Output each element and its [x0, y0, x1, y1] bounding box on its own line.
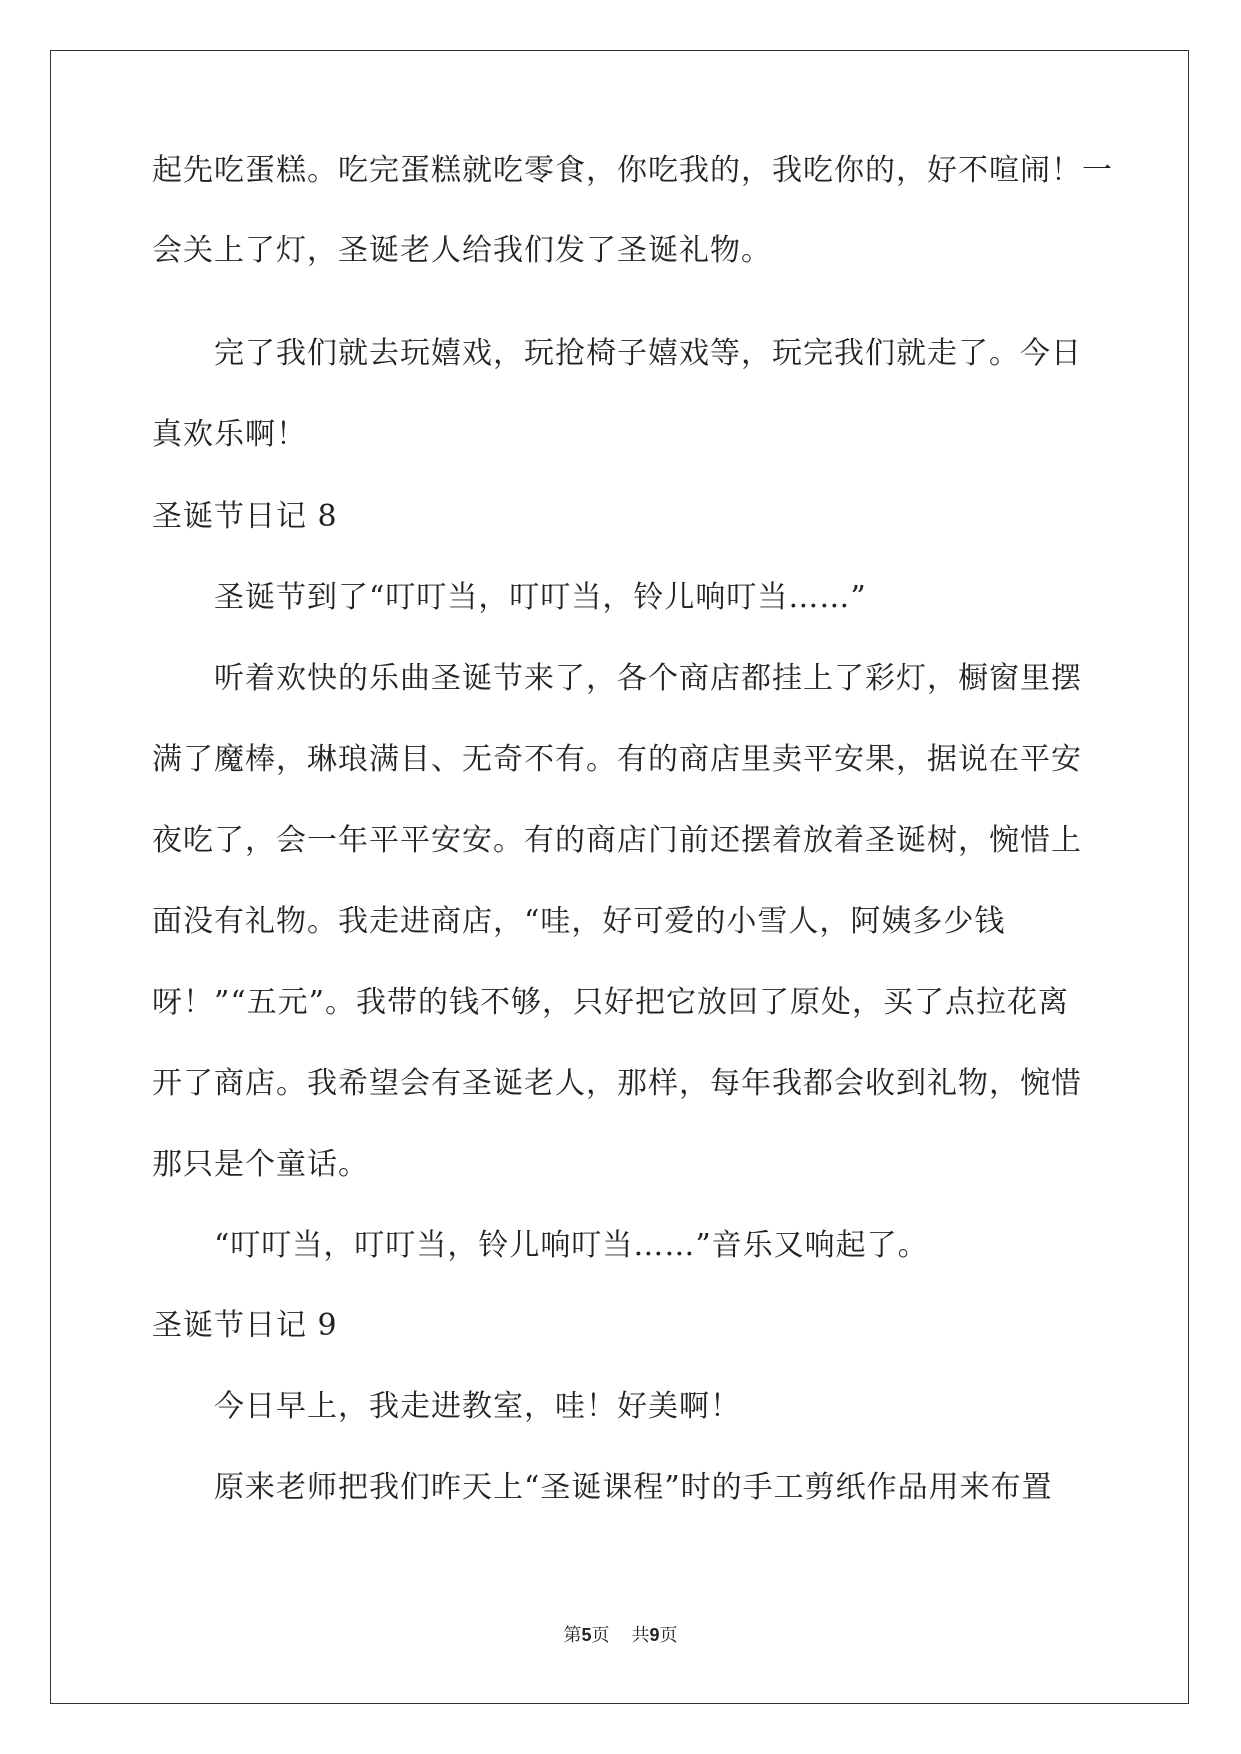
text-line: 起先吃蛋糕。吃完蛋糕就吃零食，你吃我的，我吃你的，好不喧闹！一 [152, 153, 1113, 188]
current-page-number: 5 [581, 1625, 592, 1645]
paragraph-start: 今日早上，我走进教室，哇！好美啊！ [214, 1389, 741, 1424]
paragraph-start: 听着欢快的乐曲圣诞节来了，各个商店都挂上了彩灯，橱窗里摆 [214, 661, 1082, 696]
section-heading: 圣诞节日记 9 [152, 1308, 338, 1343]
text-line: 那只是个童话。 [152, 1147, 369, 1182]
page-footer [0, 1623, 1241, 1648]
paragraph-start: “叮叮当，叮叮当，铃儿响叮当……”音乐又响起了。 [214, 1228, 929, 1263]
text-line: 会关上了灯，圣诞老人给我们发了圣诞礼物。 [152, 233, 772, 268]
page-border [50, 50, 1189, 1704]
text-line: 呀！”“五元”。我带的钱不够，只好把它放回了原处，买了点拉花离 [152, 985, 1070, 1020]
text-line: 满了魔棒，琳琅满目、无奇不有。有的商店里卖平安果，据说在平安 [152, 742, 1082, 777]
paragraph-start: 原来老师把我们昨天上“圣诞课程”时的手工剪纸作品用来布置 [214, 1470, 1053, 1505]
text-line: 夜吃了，会一年平平安安。有的商店门前还摆着放着圣诞树，惋惜上 [152, 823, 1082, 858]
total-page-number: 9 [649, 1625, 660, 1645]
total-label-suffix: 页 [659, 1625, 678, 1646]
paragraph-start: 完了我们就去玩嬉戏，玩抢椅子嬉戏等，玩完我们就走了。今日 [214, 336, 1082, 371]
paragraph-start: 圣诞节到了“叮叮当，叮叮当，铃儿响叮当……” [214, 580, 867, 615]
text-line: 面没有礼物。我走进商店，“哇，好可爱的小雪人，阿姨多少钱 [152, 904, 1006, 939]
page-label-prefix: 第 [563, 1625, 582, 1646]
page-label-suffix: 页 [591, 1625, 610, 1646]
text-line: 开了商店。我希望会有圣诞老人，那样，每年我都会收到礼物，惋惜 [152, 1066, 1082, 1101]
section-heading: 圣诞节日记 8 [152, 499, 338, 534]
total-label-prefix: 共 [631, 1625, 650, 1646]
text-line: 真欢乐啊！ [152, 417, 307, 452]
